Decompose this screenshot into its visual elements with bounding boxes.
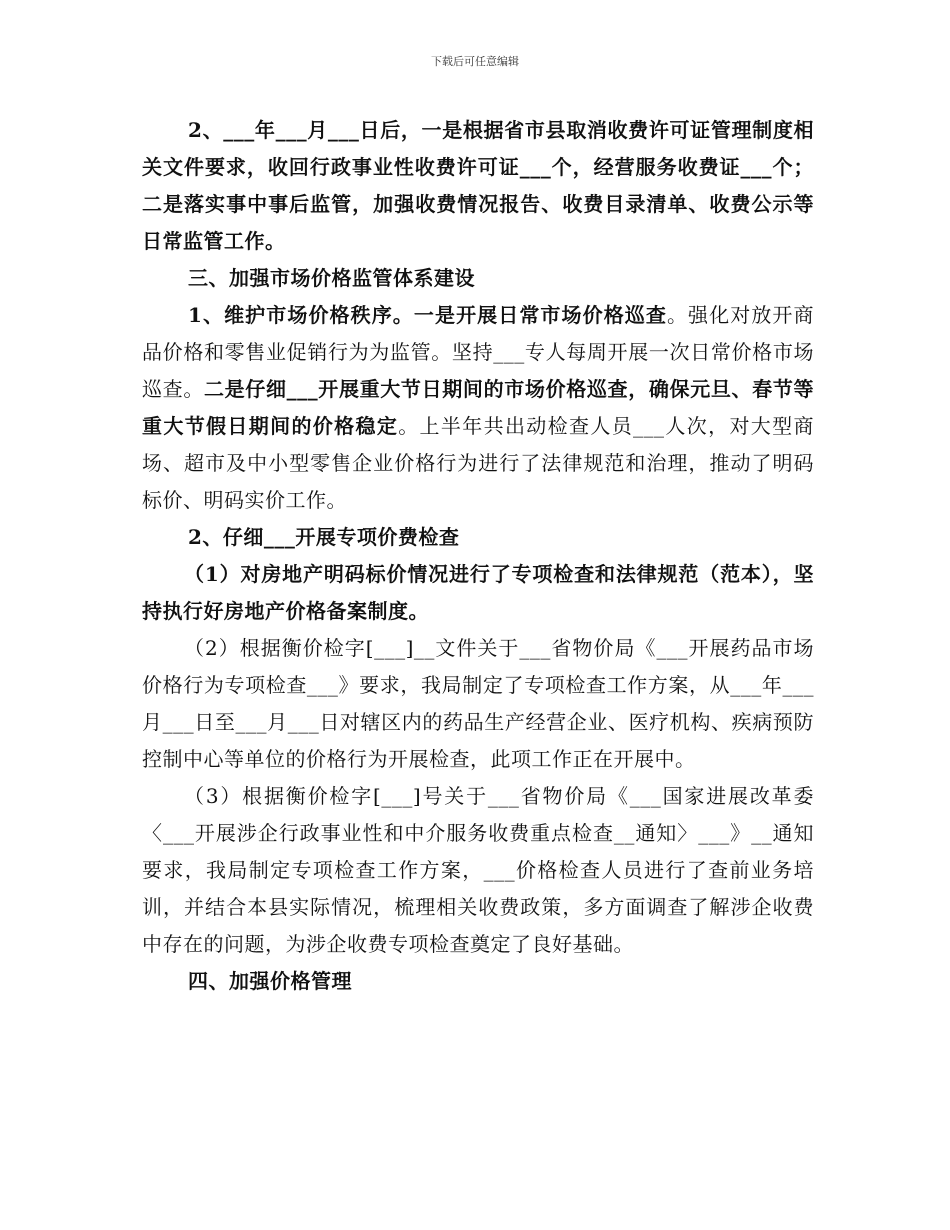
paragraph-fee-permit xyxy=(142,112,814,260)
subheading-special-inspection-text: 2、仔细___开展专项价费检查 xyxy=(188,525,460,549)
paragraph-real-estate xyxy=(142,556,814,630)
paragraph-market-order-bold-1: 1、维护市场价格秩序。一是开展日常市场价格巡查 xyxy=(188,303,667,327)
page-header-note: 下载后可任意编辑 xyxy=(431,55,519,68)
document-body xyxy=(142,112,814,1000)
paragraph-real-estate-text: （1）对房地产明码标价情况进行了专项检查和法律规范（范本），坚持执行好房地产价格备案制度。 xyxy=(142,562,814,623)
section-heading-price-management xyxy=(142,963,814,1000)
section-heading-market-price-text: 三、加强市场价格监管体系建设 xyxy=(188,266,475,290)
section-heading-market-price xyxy=(142,260,814,297)
paragraph-fee-permit-text: 2、___年___月___日后，一是根据省市县取消收费许可证管理制度相关文件要求，收回行政事业性收费许可证___个，经营服务收费证___个；二是落实事中事后监管，加强收费情况报告、收费目录清单、收费公示等日常监管工作。 xyxy=(142,118,814,253)
paragraph-market-order xyxy=(142,297,814,519)
paragraph-market-order-bold-2: 二是仔细___开展重大节日期间的市场价格巡查，确保元旦、春节等重大节假日期间的价格稳定 xyxy=(142,377,815,438)
paragraph-market-order-text-1: 。强化对放开商品价格和零售业促销行为为监管。坚持___专人每周开展一次日常价格市场巡查。 xyxy=(142,303,815,401)
section-heading-price-management-text: 四、加强价格管理 xyxy=(188,969,352,993)
paragraph-enterprise-fees: （3）根据衡价检字[___]号关于___省物价局《___国家进展改革委〈___开展涉企行政事业性和中介服务收费重点检查__通知〉___》__通知要求，我局制定专项检查工作方案，___价格检查人员进行了查前业务培训，并结合本县实际情况，梳理相关收费政策，多方面调查了解涉企收费中存在的问题，为涉企收费专项检查奠定了良好基础。 xyxy=(142,784,814,956)
paragraph-market-order-text-2: 。上半年共出动检查人员___人次，对大型商场、超市及中小型零售企业价格行为进行了法律规范和治理，推动了明码标价、明码实价工作。 xyxy=(142,414,815,512)
subheading-special-inspection xyxy=(142,519,814,556)
paragraph-drug-inspection: （2）根据衡价检字[___]__文件关于___省物价局《___开展药品市场价格行为专项检查___》要求，我局制定了专项检查工作方案，从___年___月___日至___月___日对辖区内的药品生产经营企业、医疗机构、疾病预防控制中心等单位的价格行为开展检查，此项工作正在开展中。 xyxy=(142,636,814,771)
